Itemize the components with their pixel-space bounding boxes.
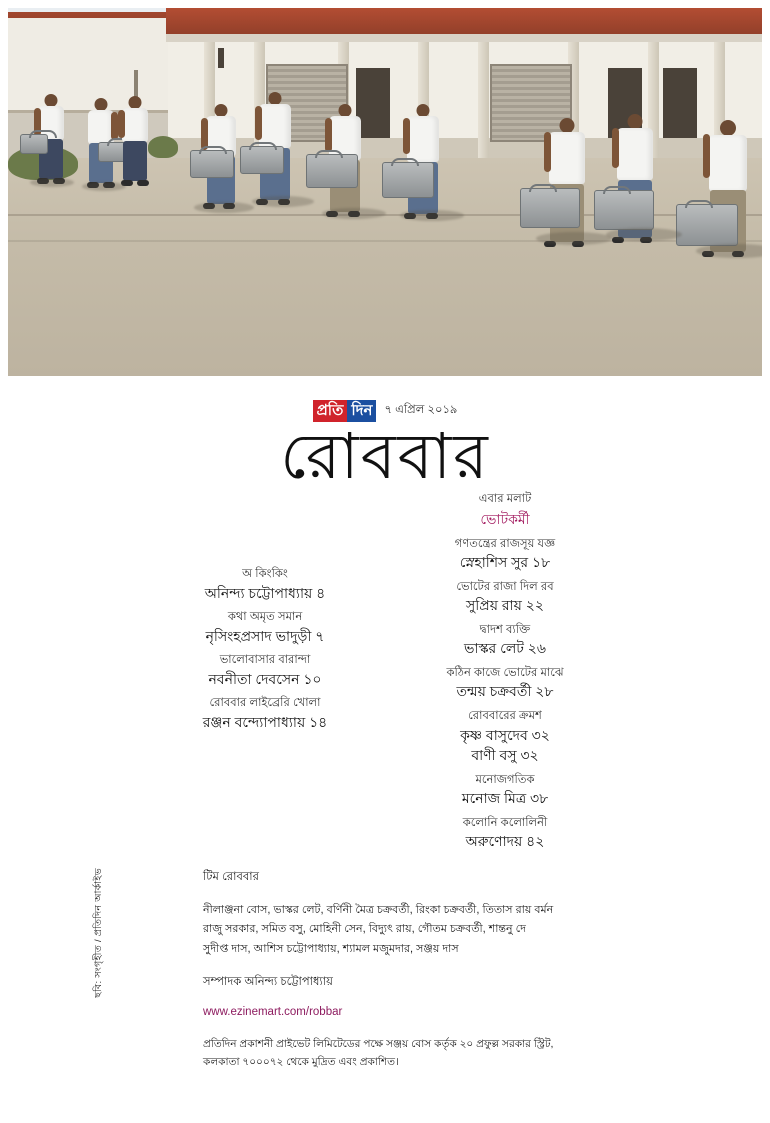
ground-shadow [82,182,126,191]
person [204,104,238,208]
team-names-line: রাজু সরকার, সমিত বসু, মোহিনী সেন, বিদ্যুৎ রায়, গৌতম চক্রবর্তী, শান্তনু দে [203,923,526,936]
logo-text-part2: দিন [347,400,376,422]
contents-label: রোববারের ক্রমশ [468,710,542,723]
person-head [560,118,575,133]
contents-label: গণতন্ত্রের রাজসূয় যজ্ঞ [454,537,556,550]
shrub [148,136,178,158]
person [406,104,440,214]
team-names-line: সুদীপ্ত দাস, আশিস চট্টোপাধ্যায়, শ্যামল মজুমদার, সঞ্জয় দাস [203,942,459,955]
evm-case [20,134,48,154]
page-title: রোববার [280,422,490,492]
evm-case [676,204,738,246]
person-torso [549,132,585,184]
ground-shadow [400,210,464,221]
editor-line: সম্পাদক অনিন্দ্য চট্টোপাধ্যায় [203,975,333,988]
contents-label: ভোটের রাজা দিল রব [456,580,554,593]
website-link[interactable]: www.ezinemart.com/robbar [203,1005,343,1018]
colophon [203,868,573,1071]
contents-entry[interactable]: মনোজ মিত্র ৩৮ [461,790,549,807]
contents-label: রোববার লাইব্রেরি খোলা [209,697,321,710]
person-head [720,120,736,136]
contents-left-column [150,560,380,732]
person-arm [403,118,410,154]
contents-label: দ্বাদশ ব্যক্তি [479,623,531,636]
main-building-roof [166,8,762,34]
pratidin-logo [313,400,377,422]
cover-story-title[interactable]: ভোটকর্মী [480,511,530,527]
contents-label: কথা অমৃত সমান [227,611,303,624]
ground-shadow [194,202,254,213]
person-arm [544,132,551,172]
contents-entry[interactable]: তন্ময় চক্রবর্তী ২৮ [456,683,554,700]
person [36,94,66,184]
person-arm [703,134,710,178]
team-heading: টিম রোববার [203,871,259,883]
person-arm [118,110,125,138]
person-arm [612,128,619,168]
person [328,104,362,214]
contents-entry[interactable]: নবনীতা দেবসেন ১০ [208,670,322,687]
person-torso [407,116,439,162]
contents-label: ভালোবাসার বারান্দা [219,654,311,667]
ground-shadow [322,208,386,219]
ground-shadow [536,232,612,245]
contents-entry[interactable]: নৃসিংহপ্রসাদ ভাদুড়ী ৭ [205,627,325,644]
evm-case [190,150,234,178]
cover-photo [8,8,762,376]
shoe [137,180,149,186]
issue-date: ৭ এপ্রিল ২০১৯ [384,404,458,416]
person-arm [325,118,332,152]
person-torso [122,108,148,142]
contents-right-column [380,490,630,852]
person [258,92,292,202]
logo-text-part1: প্রতি [313,400,348,422]
contents-entry[interactable]: কৃষ্ণ বাসুদেব ৩২ [460,726,550,743]
person-torso [709,135,747,191]
person-arm [111,112,118,140]
person [548,118,586,238]
person [616,114,654,234]
person-arm [255,106,262,140]
main-building-eave [166,34,762,42]
evm-case [240,146,284,174]
brand-row [0,400,770,422]
imprint-text: প্রতিদিন প্রকাশনী প্রাইভেট লিমিটেডের পক্ষে সঞ্জয় বোস কর্তৃক ২০ প্রফুল্ল সরকার স্ট্রিট, কলকাতা ৭০০০৭২ থেকে মুদ্রিত এবং প্রকাশিত। [203,1037,554,1068]
person-legs [123,141,147,181]
contents-label: অ কিংকিং [242,568,288,580]
person [86,98,116,188]
contents-label: কঠিন কাজে ভোটের মাঝে [446,666,564,679]
contents-section [0,490,770,850]
team-names [203,901,573,959]
ground-shadow [252,196,314,207]
person [120,96,150,186]
evm-case [594,190,654,230]
contents-entry[interactable]: রঞ্জন বন্দ্যোপাধ্যায় ১৪ [202,713,328,730]
photo-credit: ছবি: সংগৃহীত / প্রতিদিন আর্কাইভ [93,868,104,998]
contents-label: কলোনি কলোলিনী [462,816,548,829]
evm-case [520,188,580,228]
person [708,120,748,250]
contents-entry[interactable]: অনিন্দ্য চট্টোপাধ্যায় ৪ [204,584,326,601]
team-names-line: নীলাঞ্জনা বোস, ভাস্কর লেট, বর্ণিনী মৈত্র চক্রবর্তী, রিংকা চক্রবর্তী, তিতাস রায় বর্মন [203,904,554,916]
roof-antenna [218,48,224,68]
person-head [628,114,643,129]
evm-case [306,154,358,188]
masthead [0,400,770,490]
contents-entry[interactable]: সুপ্রিয় রায় ২২ [466,597,544,614]
contents-entry[interactable]: স্নেহাশিস সুর ১৮ [459,554,551,571]
ground-shadow [606,228,682,241]
contents-entry[interactable]: ভাস্কর লেট ২৬ [463,640,546,657]
ground-shadow [30,178,74,187]
contents-entry[interactable]: অরুণোদয় ৪২ [465,833,545,850]
cover-story-label: এবার মলাট [478,493,532,505]
person-torso [617,128,653,180]
pillar [478,42,489,160]
evm-case [382,162,434,198]
doorway [663,68,697,138]
contents-label: মনোজগতিক [475,773,535,786]
contents-entry[interactable]: বাণী বসু ৩২ [471,747,539,764]
